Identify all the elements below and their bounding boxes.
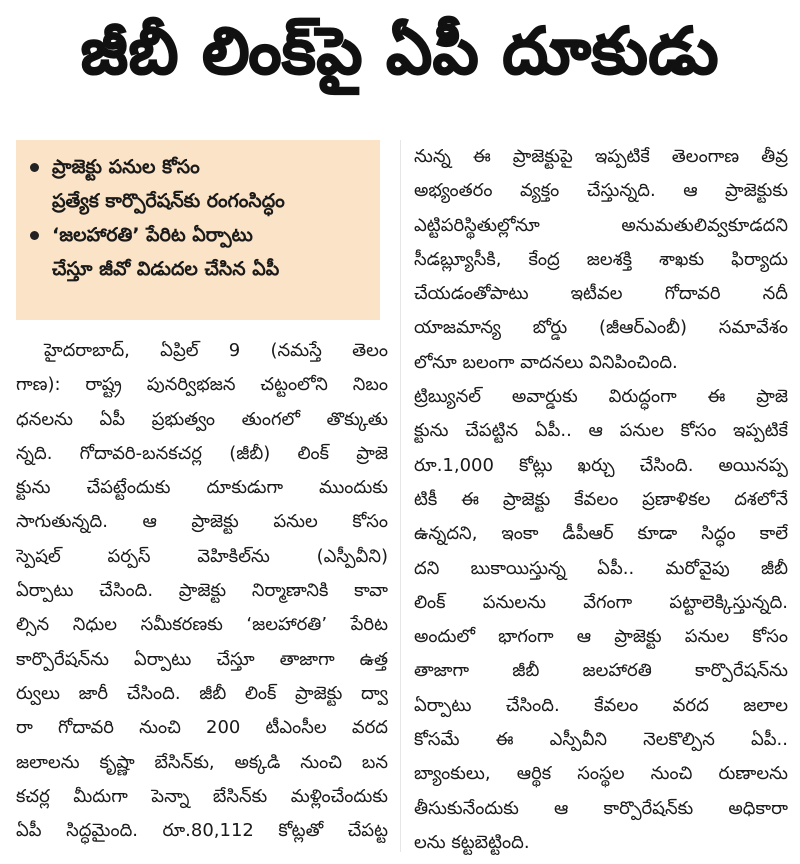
text-line: స్పెషల్ పర్పస్ వెహికిల్‌ను (ఎస్పీవీని) <box>16 545 388 567</box>
text-line: తాజాగా జీబీ జలహారతి కార్పొరేషన్‌ను <box>414 660 788 682</box>
text-line: తీసుకునేందుకు ఆ కార్పొరేషన్‌కు అధికారా <box>414 797 788 819</box>
text-line: క్టును చేపట్టిన ఏపీ.. ఆ పనుల కోసం ఇప్పటికే <box>414 420 788 442</box>
text-line: ఏపీ సిద్ధమైంది. రూ.80,112 కోట్లతో చేపట్ట <box>16 820 388 842</box>
text-line: కోసమే ఈ ఎస్పీవీని నెలకొల్పిన ఏపీ.. <box>414 729 788 751</box>
highlight-line: చేస్తూ జీవో విడుదల చేసిన ఏపీ <box>52 258 280 280</box>
text-line: ట్రిబ్యునల్ అవార్డుకు విరుద్ధంగా ఈ ప్రాజె <box>414 386 788 408</box>
text-line: సీడబ్ల్యూసీకి, కేంద్ర జలశక్తి శాఖకు ఫిర్యాదు <box>414 248 788 270</box>
text-line: కచర్ల మీదుగా పెన్నా బేసిన్‌కు మళ్లించేందుకు <box>16 785 388 807</box>
text-line: హైదరాబాద్, ఏప్రిల్ 9 (నమస్తే తెలం <box>44 340 388 361</box>
text-line: లను కట్టబెట్టింది. <box>414 831 530 853</box>
text-line: టికీ ఈ ప్రాజెక్టు కేవలం ప్రణాళికల దశలోనే <box>414 488 788 510</box>
text-line: ఏర్పాటు చేసింది. కేవలం వరద జలాల <box>414 694 788 716</box>
highlight-line: ప్రత్యేక కార్పొరేషన్‌కు రంగంసిద్ధం <box>52 190 285 212</box>
text-line: చేయడంతోపాటు ఇటీవల గోదావరి నదీ <box>414 283 788 305</box>
text-line: యాజమాన్య బోర్డు (జీఆర్ఎంబీ) సమావేశం <box>414 317 788 339</box>
highlight-line: ‘జలహారతి’ పేరిట ఏర్పాటు <box>52 224 253 246</box>
text-line: అందులో భాగంగా ఆ ప్రాజెక్టు పనుల కోసం <box>414 626 788 648</box>
text-line: అభ్యంతరం వ్యక్తం చేస్తున్నది. ఆ ప్రాజెక్టుకు <box>414 180 788 202</box>
text-line: ల్సిన నిధుల సమీకరణకు ‘జలహారతి’ పేరిట <box>16 614 388 636</box>
article-headline: జీబీ లింక్‌పై ఏపీ దూకుడు <box>80 14 720 89</box>
article-column-left <box>16 334 388 848</box>
highlight-item <box>30 150 372 218</box>
text-line: దని బుకాయిస్తున్న ఏపీ.. మరోవైపు జీబీ <box>414 557 788 579</box>
column-divider <box>400 140 401 852</box>
bullet-icon <box>30 231 39 240</box>
article-column-right <box>414 140 788 860</box>
text-line: కార్పొరేషన్‌ను ఏర్పాటు చేస్తూ తాజాగా ఉత్త <box>16 648 388 670</box>
bullet-icon <box>30 163 39 172</box>
text-line: ఉన్నదని, ఇంకా డీపీఆర్ కూడా సిద్ధం కాలే <box>414 523 788 545</box>
text-line: సాగుతున్నది. ఆ ప్రాజెక్టు పనుల కోసం <box>16 511 388 533</box>
text-line: ర్వులు జారీ చేసింది. జీబీ లింక్ ప్రాజెక్టు ద్వా <box>16 682 388 704</box>
text-line: న్నది. గోదావరి-బనకచర్ల (జీబీ) లింక్ ప్రాజె <box>16 442 388 464</box>
text-line: ఎట్టిపరిస్థితుల్లోనూ అనుమతులివ్వకూడదని <box>414 214 788 236</box>
text-line: ఏర్పాటు చేసింది. ప్రాజెక్టు నిర్మాణానికి కావా <box>16 580 388 602</box>
text-line: రూ.1,000 కోట్లు ఖర్చు చేసింది. అయినప్ప <box>414 454 788 476</box>
text-line: జలాలను కృష్ణా బేసిన్‌కు, అక్కడి నుంచి బన <box>16 751 388 773</box>
highlights-box <box>16 140 380 320</box>
highlight-item <box>30 218 372 286</box>
text-line: గాణ): రాష్ట్ర పునర్విభజన చట్టంలోని నిబం <box>16 374 388 396</box>
text-line: క్టును చేపట్టేందుకు దూకుడుగా ముందుకు <box>16 477 388 499</box>
text-line: లింక్ పనులను వేగంగా పట్టాలెక్కిస్తున్నది. <box>414 591 788 613</box>
text-line: బ్యాంకులు, ఆర్థిక సంస్థల నుంచి రుణాలను <box>414 763 788 785</box>
text-line: ధనలను ఏపీ ప్రభుత్వం తుంగలో తొక్కుతు <box>16 408 388 430</box>
text-line: నున్న ఈ ప్రాజెక్టుపై ఇప్పటికే తెలంగాణ తీవ్ర <box>414 146 788 167</box>
highlight-line: ప్రాజెక్టు పనుల కోసం <box>52 156 200 178</box>
text-line: రా గోదావరి నుంచి 200 టీఎంసీల వరద <box>16 717 388 739</box>
text-line: లోనూ బలంగా వాదనలు వినిపించింది. <box>414 351 678 373</box>
